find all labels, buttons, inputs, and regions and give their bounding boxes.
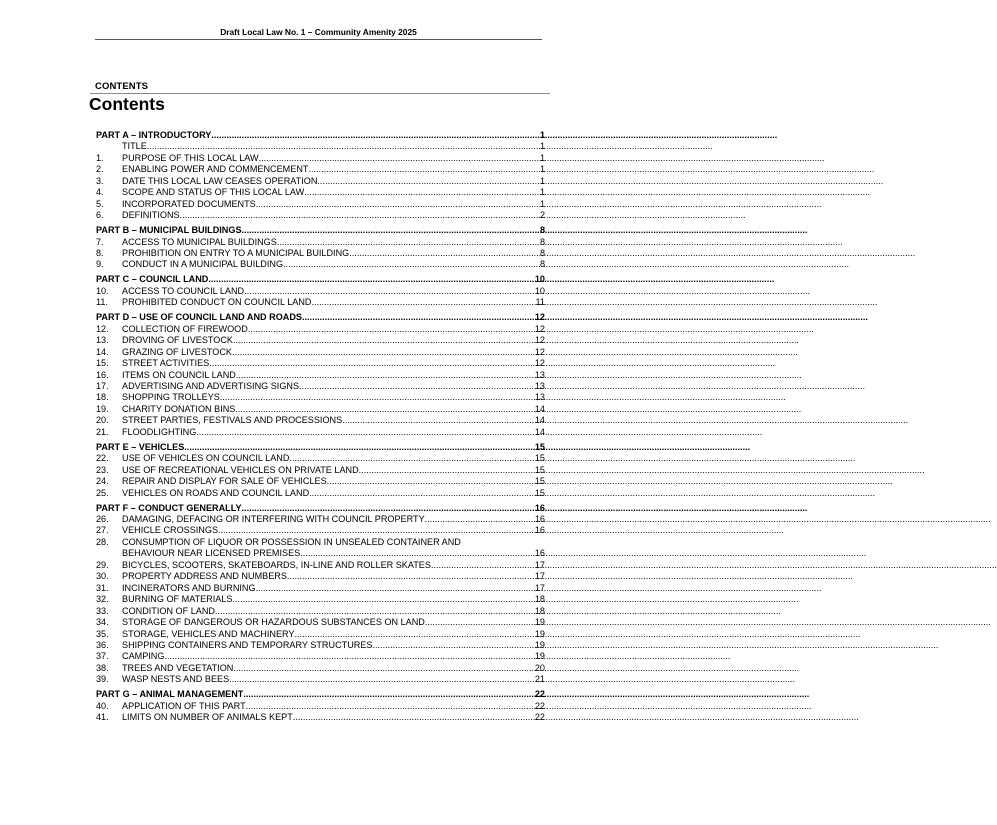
- toc-page-number: 15: [534, 476, 545, 487]
- toc-entry-number: 7.: [96, 236, 104, 247]
- toc-entry-link[interactable]: [96, 381, 545, 392]
- toc-entry-link[interactable]: [96, 594, 545, 605]
- toc-dot-leader: [232, 594, 534, 605]
- toc-entry-link[interactable]: [96, 248, 545, 259]
- toc-dot-leader: [184, 442, 535, 453]
- toc-entry-link[interactable]: [96, 153, 545, 164]
- toc-dot-leader: [164, 651, 534, 662]
- toc-entry-title: PURPOSE OF THIS LOCAL LAW: [122, 152, 259, 163]
- toc-entry-number: 2.: [96, 164, 104, 175]
- toc-page-number: 16: [534, 514, 545, 524]
- toc-entry-number: 15.: [96, 358, 109, 369]
- toc-entry-title: SCOPE AND STATUS OF THIS LOCAL LAW: [122, 187, 305, 198]
- toc-dot-leader: [349, 248, 540, 259]
- toc-entry-title: LIMITS ON NUMBER OF ANIMALS KEPT: [122, 712, 293, 723]
- toc-dot-leader: [233, 663, 535, 674]
- toc-entry-number: 26.: [96, 514, 109, 524]
- toc-dot-leader: [425, 617, 535, 628]
- toc-dot-leader: [208, 274, 535, 285]
- toc-entry-title: SHIPPING CONTAINERS AND TEMPORARY STRUCTURES: [122, 639, 373, 650]
- toc-entry-link[interactable]: [96, 537, 545, 548]
- toc-entry-title: COLLECTION OF FIREWOOD: [122, 323, 248, 334]
- header-divider: [95, 39, 542, 40]
- toc-entry-number: 1.: [96, 152, 104, 163]
- toc-page-number: 17: [534, 582, 545, 593]
- toc-page-number: 19: [534, 628, 545, 639]
- toc-part-heading-link[interactable]: [96, 274, 545, 285]
- toc-entry-link[interactable]: [96, 358, 545, 369]
- toc-entry-title: VEHICLES ON ROADS AND COUNCIL LAND: [122, 487, 310, 498]
- toc-entry-link[interactable]: [96, 640, 545, 651]
- toc-part-heading-link[interactable]: [96, 130, 545, 141]
- toc-entry-link[interactable]: [96, 606, 545, 617]
- toc-entry-link[interactable]: [96, 701, 545, 712]
- toc-dot-leader: [235, 404, 535, 415]
- toc-page-number: 16: [534, 502, 545, 513]
- toc-dot-leader: [242, 225, 540, 236]
- toc-page-number: 11: [535, 297, 545, 308]
- toc-page-number: 10: [534, 285, 545, 296]
- toc-entry-number: 39.: [96, 674, 109, 685]
- toc-page-number: 15: [534, 453, 545, 464]
- toc-entry-number: 35.: [96, 628, 109, 639]
- toc-page-number: 19: [534, 617, 545, 628]
- toc-entry-title: ACCESS TO MUNICIPAL BUILDINGS: [122, 236, 277, 247]
- toc-part: [96, 442, 545, 499]
- toc-entry-link[interactable]: [96, 651, 545, 662]
- toc-entry-number: 16.: [96, 369, 109, 380]
- toc-page-number: 22: [534, 700, 545, 711]
- toc-entry-number: 14.: [96, 346, 109, 357]
- toc-dot-leader: [147, 141, 540, 152]
- toc-part-title: PART B – MUNICIPAL BUILDINGS: [96, 225, 242, 236]
- toc-entry-link[interactable]: [96, 617, 545, 628]
- toc-dot-leader: [299, 381, 535, 392]
- toc-page-number: 10: [534, 274, 545, 285]
- toc-entry-title-continued: BEHAVIOUR NEAR LICENSED PREMISES: [122, 548, 301, 559]
- toc-dot-leader: [359, 465, 535, 476]
- toc-entry-number: 11.: [96, 297, 108, 308]
- toc-entry-title: CONDITION OF LAND: [122, 605, 215, 616]
- toc-entry-number: 21.: [96, 426, 109, 437]
- toc-dot-leader: [289, 453, 534, 464]
- toc-entry-title: DATE THIS LOCAL LAW CEASES OPERATION: [122, 175, 318, 186]
- toc-page-number: 14: [534, 415, 545, 426]
- toc-entry-number: 12.: [96, 323, 109, 334]
- toc-dot-leader: [243, 689, 535, 700]
- toc-part-title: PART E – VEHICLES: [96, 441, 185, 452]
- toc-entry-link[interactable]: [96, 560, 545, 571]
- toc-entry-number: 28.: [96, 536, 109, 547]
- toc-entry-number: 25.: [96, 487, 109, 498]
- toc-entry-title: PROHIBITED CONDUCT ON COUNCIL LAND: [122, 297, 312, 308]
- toc-dot-leader: [372, 640, 534, 651]
- toc-entry-title: USE OF VEHICLES ON COUNCIL LAND: [122, 453, 290, 464]
- toc-entry-title: PROPERTY ADDRESS AND NUMBERS: [122, 571, 287, 582]
- toc-entry-title: ADVERTISING AND ADVERTISING SIGNS: [122, 381, 300, 392]
- toc-page-number: 1: [539, 141, 545, 152]
- toc-part-title: PART G – ANIMAL MANAGEMENT: [96, 689, 244, 700]
- toc-dot-leader: [209, 358, 535, 369]
- toc-page-number: 1: [539, 198, 545, 209]
- toc-entry-link[interactable]: [96, 583, 545, 594]
- toc-page-number: 1: [539, 130, 545, 140]
- toc-dot-leader: [180, 210, 540, 221]
- toc-entry-number: 8.: [96, 248, 104, 259]
- toc-page-number: 12: [534, 358, 545, 369]
- toc-page-number: 21: [534, 674, 545, 685]
- toc-dot-leader: [244, 286, 535, 297]
- toc-part-heading-link[interactable]: [96, 503, 545, 514]
- toc-entry-number: 4.: [96, 187, 104, 198]
- toc-entry-number: 19.: [96, 403, 109, 414]
- toc-entry-title: STREET PARTIES, FESTIVALS AND PROCESSIONS: [122, 415, 343, 426]
- toc-dot-leader: [220, 392, 535, 403]
- toc-page-number: 20: [534, 662, 545, 673]
- toc-part-title: PART F – CONDUCT GENERALLY: [96, 502, 242, 513]
- toc-dot-leader: [248, 324, 535, 335]
- toc-entry-link[interactable]: [96, 237, 545, 248]
- toc-dot-leader: [232, 347, 535, 358]
- toc-entry-title: STREET ACTIVITIES: [122, 358, 210, 369]
- toc-dot-leader: [229, 674, 535, 685]
- toc-part-heading-link[interactable]: [96, 225, 545, 236]
- toc-entry-title: WASP NESTS AND BEES: [122, 674, 230, 685]
- table-of-contents: [96, 130, 545, 724]
- toc-part: [96, 312, 545, 438]
- toc-entry-number: 37.: [96, 651, 109, 662]
- toc-page-number: 2: [539, 210, 545, 221]
- toc-entry-title: INCINERATORS AND BURNING: [122, 582, 256, 593]
- toc-entry-number: 30.: [96, 571, 109, 582]
- toc-entry-title: STORAGE, VEHICLES AND MACHINERY: [122, 628, 295, 639]
- toc-part: [96, 225, 545, 271]
- toc-entry-title: SHOPPING TROLLEYS: [122, 392, 220, 403]
- toc-entry-link[interactable]: [96, 324, 545, 335]
- toc-entry-link[interactable]: [96, 514, 545, 525]
- toc-entry-link[interactable]: [96, 141, 545, 152]
- toc-entry-link[interactable]: [96, 476, 545, 487]
- toc-entry-number: 33.: [96, 605, 109, 616]
- toc-part-heading-link[interactable]: [96, 312, 545, 323]
- toc-entry-number: 36.: [96, 639, 109, 650]
- toc-entry-link[interactable]: [96, 164, 545, 175]
- toc-part-heading-link[interactable]: [96, 442, 545, 453]
- toc-page-number: 8: [539, 259, 545, 270]
- toc-entry-link[interactable]: [96, 297, 545, 308]
- toc-entry-link[interactable]: [96, 176, 545, 187]
- toc-part-title: PART D – USE OF COUNCIL LAND AND ROADS: [96, 312, 302, 323]
- toc-entry-link[interactable]: [96, 286, 545, 297]
- toc-entry-number: 6.: [96, 210, 104, 221]
- toc-entry-title: VEHICLE CROSSINGS: [122, 525, 219, 536]
- toc-entry-number: 41.: [96, 712, 109, 723]
- toc-entry-number: 23.: [96, 464, 109, 475]
- toc-entry-title: DEFINITIONS: [122, 210, 180, 221]
- toc-entry-link[interactable]: [96, 674, 545, 685]
- toc-page-number: 17: [534, 559, 545, 570]
- toc-page-number: 8: [539, 236, 545, 247]
- toc-page-number: 8: [539, 248, 545, 259]
- toc-entry-title: REPAIR AND DISPLAY FOR SALE OF VEHICLES: [122, 476, 327, 487]
- toc-entry-link[interactable]: [96, 347, 545, 358]
- toc-entry-link[interactable]: [96, 335, 545, 346]
- toc-dot-leader: [300, 548, 535, 559]
- contents-heading: Contents: [89, 94, 165, 114]
- toc-entry-title: DROVING OF LIVESTOCK: [122, 335, 233, 346]
- toc-page-number: 15: [534, 441, 545, 452]
- toc-entry-number: 9.: [96, 259, 104, 270]
- toc-entry-number: 18.: [96, 392, 109, 403]
- toc-entry-title: ITEMS ON COUNCIL LAND: [122, 369, 236, 380]
- toc-entry-link[interactable]: [96, 199, 545, 210]
- toc-dot-leader: [236, 370, 535, 381]
- toc-entry-title: ACCESS TO COUNCIL LAND: [122, 285, 245, 296]
- toc-page-number: 18: [534, 594, 545, 605]
- toc-entry-title: FLOODLIGHTING: [122, 426, 197, 437]
- toc-entry-number: 13.: [96, 335, 109, 346]
- toc-entry-title: CHARITY DONATION BINS: [122, 403, 236, 414]
- toc-dot-leader: [304, 187, 540, 198]
- toc-page-number: 13: [534, 392, 545, 403]
- toc-entry-number: 24.: [96, 476, 109, 487]
- toc-page-number: 16: [534, 548, 545, 559]
- toc-dot-leader: [242, 503, 535, 514]
- toc-entry-link[interactable]: [96, 663, 545, 674]
- toc-page-number: 12: [534, 346, 545, 357]
- toc-entry-title: CONDUCT IN A MUNICIPAL BUILDING: [122, 259, 284, 270]
- toc-page-number: 19: [534, 651, 545, 662]
- toc-dot-leader: [309, 488, 535, 499]
- toc-page-number: 1: [539, 164, 545, 175]
- toc-page-number: 22: [534, 712, 545, 723]
- toc-dot-leader: [425, 514, 535, 525]
- toc-entry-title: DAMAGING, DEFACING OR INTERFERING WITH COUNCIL PROPERTY: [122, 514, 425, 524]
- toc-dot-leader: [233, 335, 535, 346]
- toc-page-number: 12: [534, 323, 545, 334]
- toc-entry-link[interactable]: [96, 187, 545, 198]
- toc-page-number: 14: [534, 403, 545, 414]
- toc-entry-title: BICYCLES, SCOOTERS, SKATEBOARDS, IN-LINE AND ROLLER SKATES: [122, 559, 431, 570]
- toc-entry-number: 10.: [96, 285, 109, 296]
- toc-entry-link[interactable]: [96, 415, 545, 426]
- toc-entry-link[interactable]: [96, 392, 545, 403]
- toc-page-number: 8: [539, 225, 545, 236]
- toc-dot-leader: [256, 199, 540, 210]
- toc-page-number: 13: [534, 381, 545, 392]
- toc-entry-number: 32.: [96, 594, 109, 605]
- toc-entry-link[interactable]: [96, 525, 545, 536]
- toc-part-heading-link[interactable]: [96, 689, 545, 700]
- toc-entry-title: APPLICATION OF THIS PART: [122, 700, 246, 711]
- toc-entry-number: 17.: [96, 381, 109, 392]
- toc-dot-leader: [283, 259, 540, 270]
- toc-dot-leader: [259, 153, 540, 164]
- toc-entry-title: INCORPORATED DOCUMENTS: [122, 198, 256, 209]
- toc-entry-link[interactable]: [96, 453, 545, 464]
- toc-page-number: 22: [534, 689, 545, 700]
- toc-entry-link[interactable]: [96, 712, 545, 723]
- toc-entry-title: PROHIBITION ON ENTRY TO A MUNICIPAL BUILDING: [122, 248, 350, 259]
- toc-entry-link[interactable]: [96, 210, 545, 221]
- toc-page-number: 1: [539, 152, 545, 163]
- toc-entry-link[interactable]: [96, 488, 545, 499]
- toc-entry-title: GRAZING OF LIVESTOCK: [122, 346, 232, 357]
- toc-dot-leader: [196, 427, 535, 438]
- toc-entry-number: 34.: [96, 617, 109, 628]
- toc-entry-number: 29.: [96, 559, 109, 570]
- toc-entry-title: USE OF RECREATIONAL VEHICLES ON PRIVATE LAND: [122, 464, 359, 475]
- toc-part: [96, 689, 545, 723]
- toc-part-title: PART A – INTRODUCTORY: [96, 130, 212, 140]
- toc-entry-title: TREES AND VEGETATION: [122, 662, 234, 673]
- toc-entry-number: 5.: [96, 198, 104, 209]
- toc-dot-leader: [218, 525, 535, 536]
- contents-label: CONTENTS: [95, 81, 149, 92]
- toc-entry-link[interactable]: [96, 259, 545, 270]
- toc-dot-leader: [308, 164, 539, 175]
- toc-dot-leader: [293, 712, 535, 723]
- toc-dot-leader: [246, 701, 535, 712]
- toc-page-number: 15: [534, 464, 545, 475]
- toc-page-number: 16: [534, 525, 545, 536]
- toc-dot-leader: [277, 237, 540, 248]
- toc-entry-link[interactable]: [96, 427, 545, 438]
- toc-entry-continuation[interactable]: [96, 548, 545, 559]
- toc-dot-leader: [317, 176, 540, 187]
- toc-entry-link[interactable]: [96, 571, 545, 582]
- toc-part: [96, 274, 545, 308]
- toc-dot-leader: [327, 476, 535, 487]
- toc-page-number: 15: [534, 487, 545, 498]
- toc-entry-number: 3.: [96, 175, 104, 186]
- toc-page-number: 17: [534, 571, 545, 582]
- toc-entry-title: TITLE: [122, 141, 147, 152]
- toc-entry-number: 38.: [96, 662, 109, 673]
- toc-page-number: 13: [534, 369, 545, 380]
- toc-entry-link[interactable]: [96, 465, 545, 476]
- toc-part-title: PART C – COUNCIL LAND: [96, 274, 209, 285]
- toc-dot-leader: [302, 312, 535, 323]
- toc-dot-leader: [342, 415, 535, 426]
- document-header-title: Draft Local Law No. 1 – Community Amenity 2025: [220, 27, 417, 37]
- toc-page-number: 18: [534, 605, 545, 616]
- toc-page-number: 12: [534, 335, 545, 346]
- toc-entry-title: STORAGE OF DANGEROUS OR HAZARDOUS SUBSTANCES ON LAND: [122, 617, 425, 628]
- toc-page-number: 1: [539, 175, 545, 186]
- toc-entry-number: 27.: [96, 525, 109, 536]
- toc-entry-number: 22.: [96, 453, 109, 464]
- toc-entry-title: CONSUMPTION OF LIQUOR OR POSSESSION IN UNSEALED CONTAINER AND: [122, 536, 461, 547]
- toc-entry-title: CAMPING: [122, 651, 165, 662]
- toc-dot-leader: [215, 606, 535, 617]
- toc-part: [96, 503, 545, 686]
- toc-dot-leader: [256, 583, 535, 594]
- toc-entry-link[interactable]: [96, 370, 545, 381]
- toc-dot-leader: [431, 560, 535, 571]
- toc-dot-leader: [211, 130, 540, 141]
- toc-page-number: 12: [534, 312, 545, 323]
- toc-dot-leader: [295, 629, 535, 640]
- toc-part: [96, 130, 545, 222]
- toc-entry-link[interactable]: [96, 404, 545, 415]
- toc-entry-number: 40.: [96, 700, 109, 711]
- toc-dot-leader: [287, 571, 535, 582]
- toc-entry-title: ENABLING POWER AND COMMENCEMENT: [122, 164, 309, 175]
- toc-entry-title: BURNING OF MATERIALS: [122, 594, 233, 605]
- toc-entry-number: 31.: [96, 582, 109, 593]
- toc-page-number: 19: [534, 639, 545, 650]
- toc-entry-number: 20.: [96, 415, 109, 426]
- toc-dot-leader: [311, 297, 535, 308]
- toc-entry-link[interactable]: [96, 629, 545, 640]
- toc-page-number: 1: [539, 187, 545, 198]
- toc-page-number: 14: [534, 426, 545, 437]
